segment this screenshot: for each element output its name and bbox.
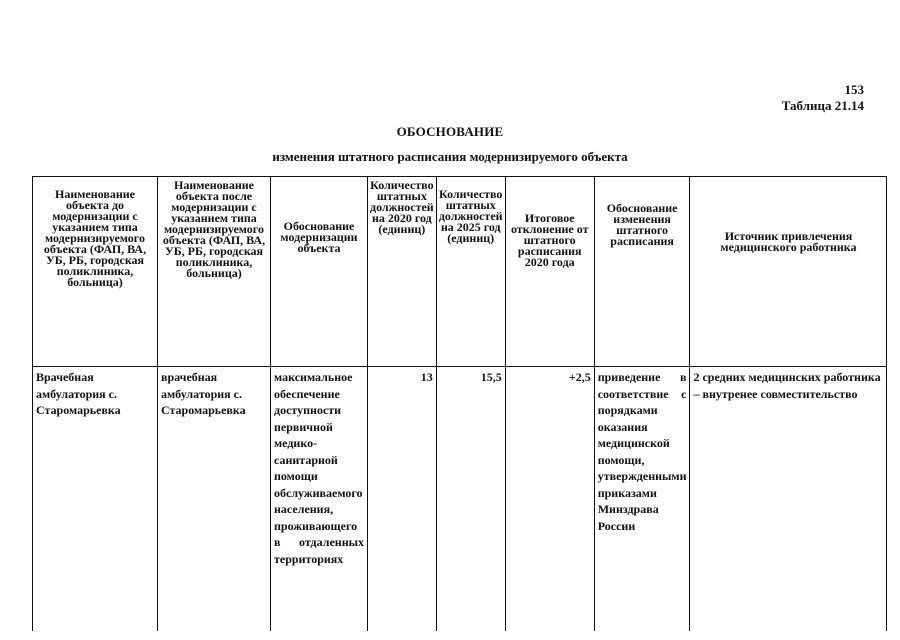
table-header-row <box>33 177 887 367</box>
cell-object-before: Врачебная амбулатория с. Старомарьевка <box>33 367 158 632</box>
cell-source: 2 средних медицинских работника – внутренее совместительство <box>690 367 887 632</box>
header-source: Источник привлечения медицинского работника <box>690 177 887 367</box>
document-title: ОБОСНОВАНИЕ <box>396 124 504 139</box>
cell-justification: максимальное обеспечение доступности первичной медико-санитарной помощи обслуживаемого населения, проживающего в отдаленных территориях <box>271 367 368 632</box>
cell-object-after: врачебная амбулатория с. Старомарьевка <box>158 367 271 632</box>
cell-positions-2020: 13 <box>368 367 437 632</box>
header-deviation: Итоговое отклонение от штатного расписания 2020 года <box>505 177 594 367</box>
page-number: 153 <box>844 82 864 97</box>
header-object-before: Наименование объекта до модернизации с указанием типа модернизируемого объекта (ФАП, ВА, УБ, РБ, городская поликлиника, больница) <box>33 177 158 367</box>
table-row <box>33 367 887 632</box>
header-justification: Обоснование модернизации объекта <box>271 177 368 367</box>
cell-change-reason: приведение в соответствие с порядками оказания медицинской помощи, утвержденными приказами Минздрава России <box>594 367 690 632</box>
header-object-after: Наименование объекта после модернизации с указанием типа модернизируемого объекта (ФАП, ВА, УБ, РБ, городская поликлиника, больница) <box>158 177 271 367</box>
header-positions-2025: Количество штатных должностей на 2025 год (единиц) <box>436 177 505 367</box>
header-positions-2020: Количество штатных должностей на 2020 год (единиц) <box>368 177 437 367</box>
staffing-table <box>32 176 887 631</box>
header-change-reason: Обоснование изменения штатного расписания <box>594 177 690 367</box>
table-label: Таблица 21.14 <box>781 98 864 113</box>
cell-deviation: +2,5 <box>505 367 594 632</box>
document-subtitle: изменения штатного расписания модернизируемого объекта <box>272 149 628 164</box>
cell-positions-2025: 15,5 <box>436 367 505 632</box>
